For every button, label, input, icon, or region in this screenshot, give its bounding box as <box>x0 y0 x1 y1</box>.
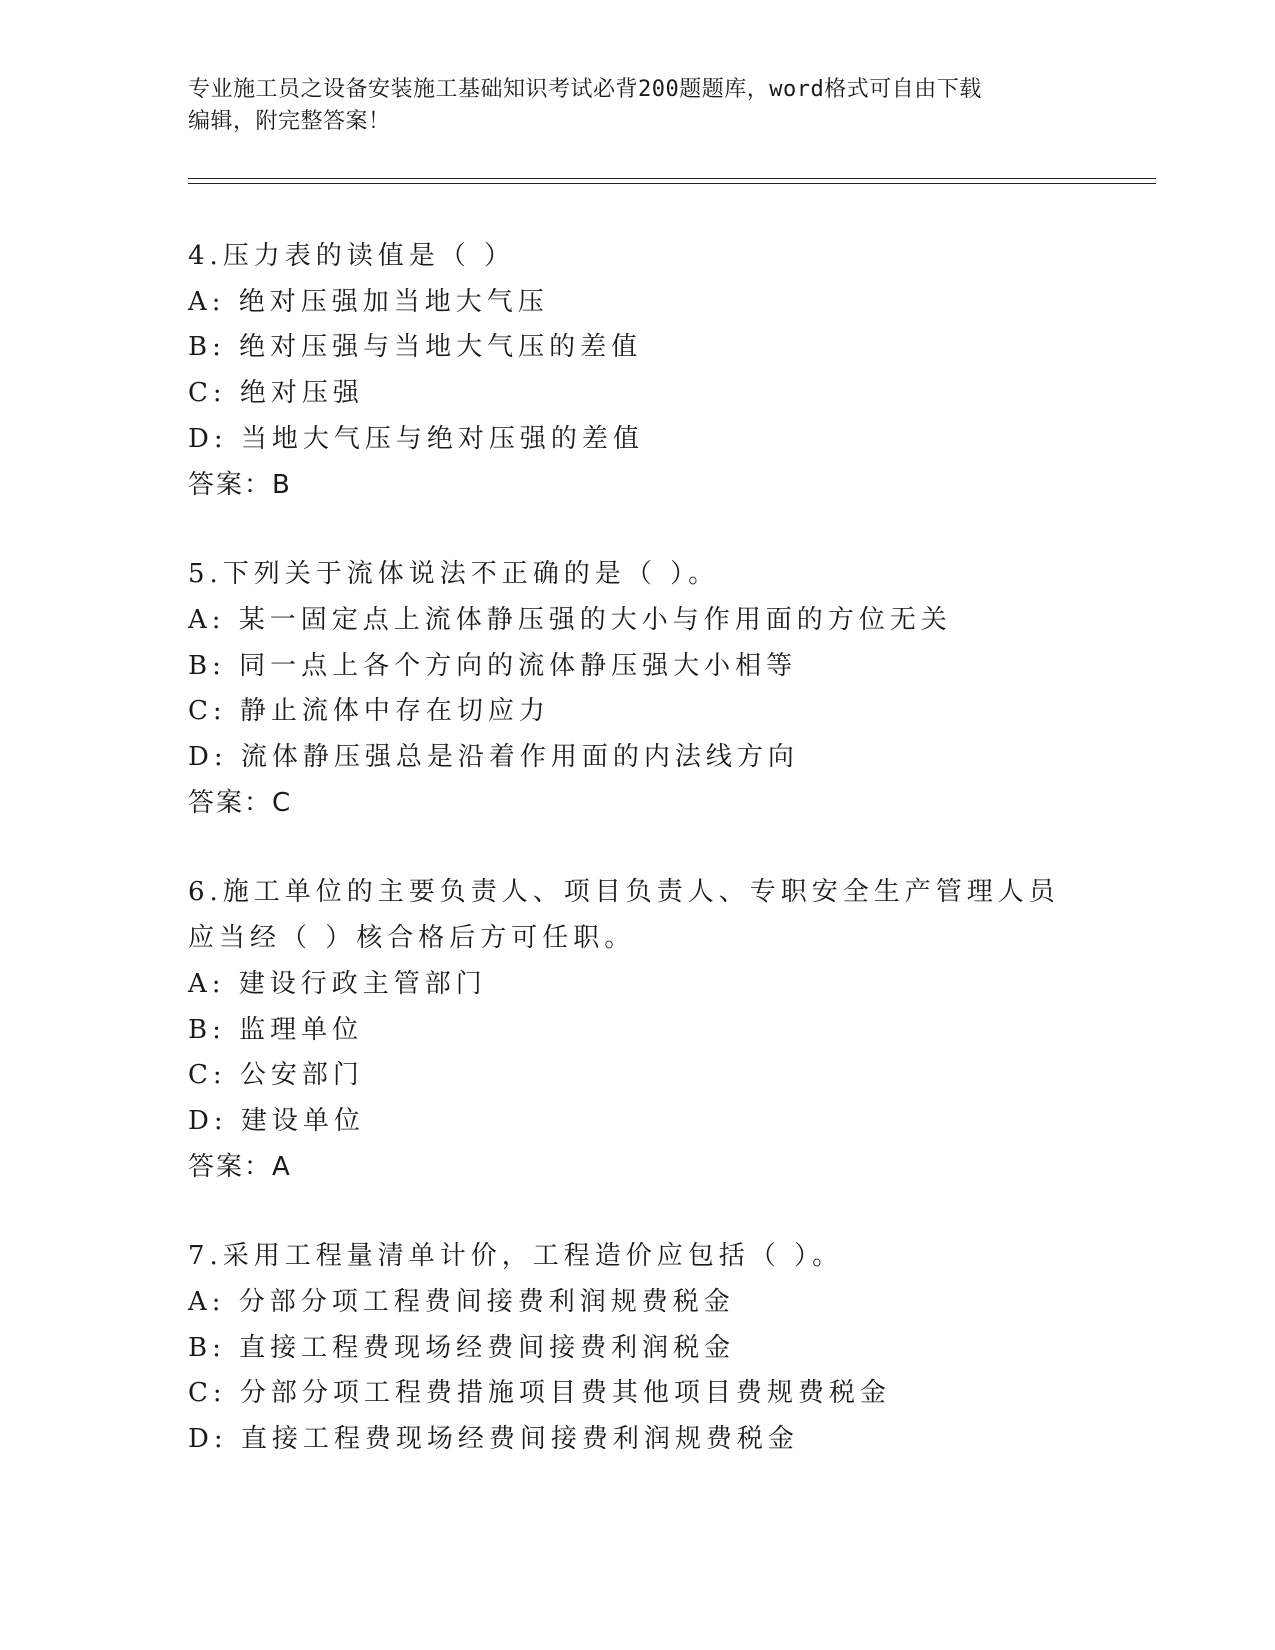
document-header <box>188 74 1088 138</box>
option-a: A: 建设行政主管部门 <box>188 968 487 999</box>
question-7 <box>188 1234 1088 1463</box>
question-stem: 4.压力表的读值是（ ） <box>188 241 516 271</box>
question-stem: 5.下列关于流体说法不正确的是（ ）。 <box>188 559 720 590</box>
header-divider-top <box>188 178 1156 179</box>
question-stem: 7.采用工程量清单计价，工程造价应包括（ ）。 <box>188 1241 844 1272</box>
question-list <box>188 234 1088 1507</box>
option-c: C: 绝对压强 <box>188 378 364 409</box>
option-b: B: 直接工程费现场经费间接费利润税金 <box>188 1332 736 1363</box>
option-c: C: 分部分项工程费措施项目费其他项目费规费税金 <box>188 1378 891 1409</box>
option-b: B: 同一点上各个方向的流体静压强大小相等 <box>188 650 798 681</box>
option-c: C: 静止流体中存在切应力 <box>188 696 550 727</box>
question-answer: 答案：B <box>188 469 292 500</box>
option-d: D: 直接工程费现场经费间接费利润规费税金 <box>188 1424 799 1455</box>
question-stem: 6.施工单位的主要负责人、项目负责人、专职安全生产管理人员应当经（ ）核合格后方可任职。 <box>188 877 1060 954</box>
header-title-line-1: 专业施工员之设备安装施工基础知识考试必背200题题库，word格式可自由下载 <box>188 77 982 102</box>
option-a: A: 某一固定点上流体静压强的大小与作用面的方位无关 <box>188 604 952 635</box>
question-5 <box>188 552 1088 826</box>
question-4 <box>188 234 1088 508</box>
option-d: D: 流体静压强总是沿着作用面的内法线方向 <box>188 742 799 773</box>
option-b: B: 绝对压强与当地大气压的差值 <box>188 332 643 363</box>
option-a: A: 绝对压强加当地大气压 <box>188 286 549 317</box>
header-title-line-2: 编辑，附完整答案！ <box>188 109 391 134</box>
option-d: D: 建设单位 <box>188 1105 365 1136</box>
question-answer: 答案：A <box>188 1151 292 1182</box>
question-answer: 答案：C <box>188 787 293 818</box>
option-a: A: 分部分项工程费间接费利润规费税金 <box>188 1287 735 1318</box>
header-divider-bottom <box>188 183 1156 184</box>
option-d: D: 当地大气压与绝对压强的差值 <box>188 423 644 454</box>
question-6 <box>188 870 1088 1190</box>
option-b: B: 监理单位 <box>188 1014 364 1045</box>
option-c: C: 公安部门 <box>188 1060 364 1091</box>
